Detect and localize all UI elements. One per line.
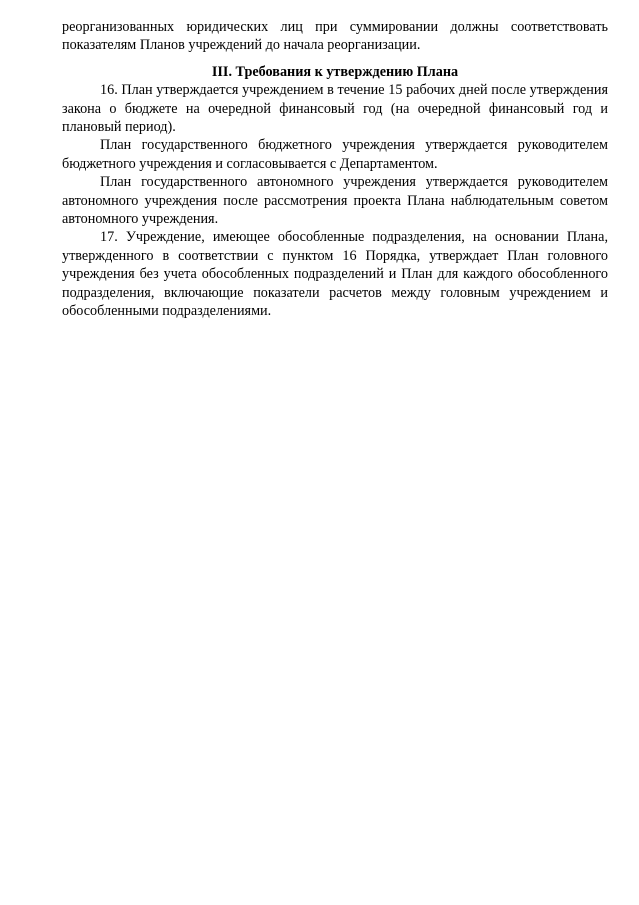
paragraph-autonomous-plan: План государственного автономного учреждения утверждается руководителем автономного учреждения после рассмотрения проекта Плана наблюдательным советом автономного учреждения. <box>62 174 608 228</box>
document-page <box>62 18 608 321</box>
section-heading: III. Требования к утверждению Плана <box>211 63 459 80</box>
paragraph-16: 16. План утверждается учреждением в течение 15 рабочих дней после утверждения закона о бюджете на очередной финансовый год (на очередной финансовый год и плановый период). <box>62 82 608 136</box>
paragraph-17: 17. Учреждение, имеющее обособленные подразделения, на основании Плана, утвержденного в соответствии с пунктом 16 Порядка, утверждает План головного учреждения без учета обособленных подразделений и План для каждого обособленного подразделения, включающие показатели расчетов между головным учреждением и обособленными подразделениями. <box>62 229 608 320</box>
paragraph-budget-plan: План государственного бюджетного учреждения утверждается руководителем бюджетного учреждения и согласовывается с Департаментом. <box>62 137 608 172</box>
continuation-paragraph: реорганизованных юридических лиц при суммировании должны соответствовать показателям Планов учреждений до начала реорганизации. <box>62 19 608 54</box>
